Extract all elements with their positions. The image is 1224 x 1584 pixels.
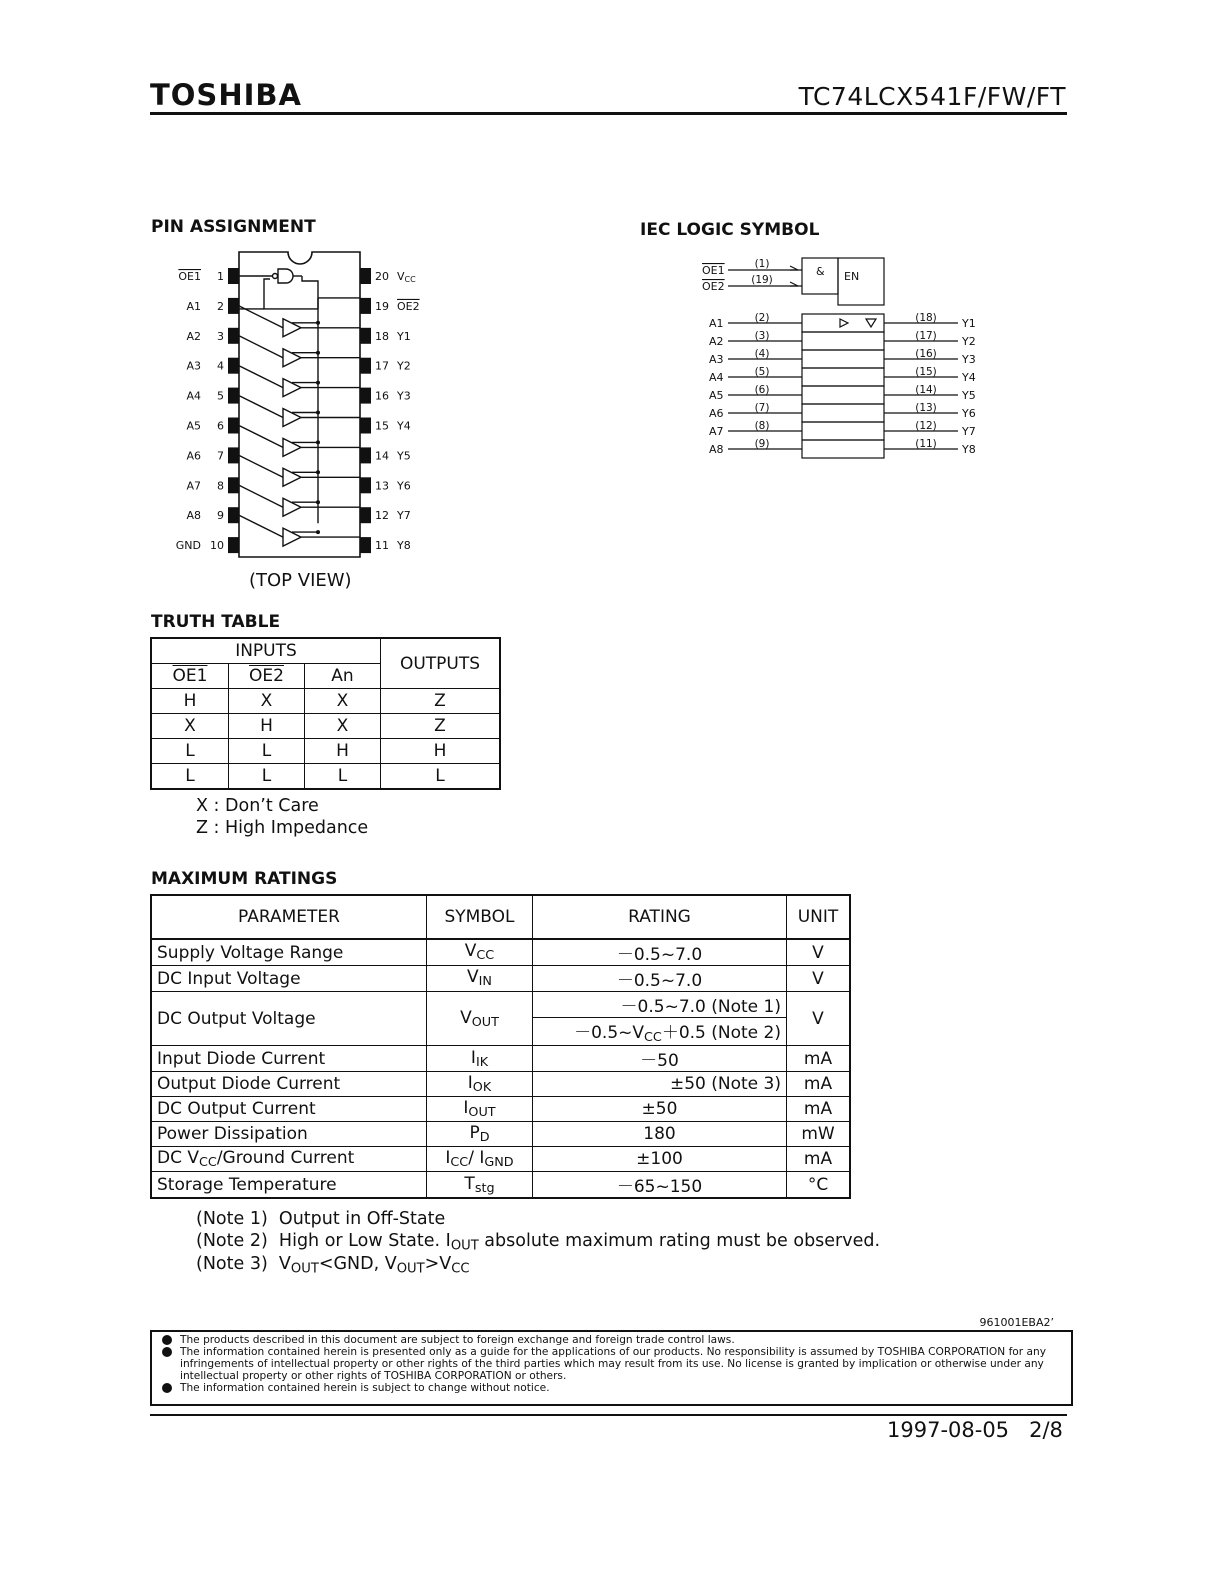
enable-name: OE1 bbox=[702, 264, 725, 277]
pin-number: 17 bbox=[375, 359, 389, 373]
table-row: Power Dissipation $P_D$ 180 mW bbox=[151, 1122, 850, 1147]
input-wire bbox=[239, 485, 283, 507]
table-row: X H X Z bbox=[151, 714, 500, 739]
pin-number: 18 bbox=[375, 329, 389, 343]
input-name: A8 bbox=[709, 443, 724, 456]
pin-number: 16 bbox=[375, 389, 389, 403]
note-2: (Note 2) High or Low State. $I_{OUT}$ absolute maximum rating must be observed. bbox=[196, 1231, 881, 1254]
pin-pad-right bbox=[360, 298, 371, 314]
table-row: DC Output Current $I_{OUT}$ ±50 mA bbox=[151, 1097, 850, 1122]
enable-pin-number: (19) bbox=[751, 274, 773, 286]
input-name: A4 bbox=[709, 371, 724, 384]
buffer-triangle bbox=[283, 438, 301, 456]
input-pin-number: (8) bbox=[754, 420, 770, 432]
legend-dont-care: X : Don’t Care bbox=[196, 796, 319, 816]
input-name: A6 bbox=[709, 407, 724, 420]
pin-number: 15 bbox=[375, 419, 389, 433]
top-view-label: (TOP VIEW) bbox=[249, 570, 352, 591]
pin-name: A7 bbox=[186, 479, 201, 493]
output-pin-number: (14) bbox=[915, 384, 937, 396]
bullet-icon bbox=[162, 1383, 172, 1393]
output-pin-number: (13) bbox=[915, 402, 937, 414]
note-3: (Note 3) $V_{OUT}<GND$, $V_{OUT}>V_{CC}$ bbox=[196, 1254, 470, 1277]
legend-high-impedance: Z : High Impedance bbox=[196, 818, 369, 838]
col-oe1: OE1 bbox=[151, 664, 229, 689]
pin-number: 1 bbox=[217, 270, 224, 283]
pin-name: GND bbox=[175, 539, 201, 553]
table-row: Supply Voltage Range $V_{CC}$ －0.5~7.0 V bbox=[151, 939, 850, 966]
pin-number: 4 bbox=[217, 359, 224, 373]
pin-name: Y4 bbox=[397, 419, 411, 433]
junction-dot bbox=[316, 351, 320, 355]
junction-dot bbox=[316, 470, 320, 474]
pin-name: Y6 bbox=[397, 479, 411, 493]
pin-assignment-diagram bbox=[160, 245, 460, 575]
wire bbox=[264, 279, 318, 309]
pin-name: A8 bbox=[186, 509, 201, 523]
input-name: A2 bbox=[709, 335, 724, 348]
buffer-triangle bbox=[283, 319, 301, 337]
pin-pad-right bbox=[360, 477, 371, 493]
junction-dot bbox=[316, 411, 320, 415]
pin-number: 9 bbox=[217, 509, 224, 523]
pin-number: 19 bbox=[375, 299, 389, 313]
pin-name: Y5 bbox=[397, 449, 411, 463]
buffer-triangle bbox=[283, 379, 301, 397]
negation-symbol bbox=[790, 266, 798, 270]
table-row: DC $V_{CC}$/Ground Current $I_{CC}/$ $I_{GND}$ ±100 mA bbox=[151, 1147, 850, 1172]
pin-pad-left bbox=[228, 447, 239, 463]
pin-name: A3 bbox=[186, 359, 201, 373]
pin-pad-left bbox=[228, 477, 239, 493]
pin-name: A2 bbox=[186, 329, 201, 343]
pin-pad-right bbox=[360, 268, 371, 284]
output-name: Y3 bbox=[962, 353, 976, 366]
pin-pad-right bbox=[360, 447, 371, 463]
three-state-symbol bbox=[866, 319, 876, 327]
enable-name: OE2 bbox=[702, 280, 725, 293]
pin-name: OE2 bbox=[397, 299, 420, 313]
enable-pin-number: (1) bbox=[754, 258, 770, 270]
pin-pad-right bbox=[360, 358, 371, 374]
output-pin-number: (15) bbox=[915, 366, 937, 378]
output-pin-number: (17) bbox=[915, 330, 937, 342]
table-row: DC Output Voltage $V_{OUT}$ －0.5~7.0 (Note 1) V bbox=[151, 992, 850, 1018]
pin-number: 20 bbox=[375, 270, 389, 283]
input-pin-number: (9) bbox=[754, 438, 770, 450]
buffer-triangle bbox=[283, 468, 301, 486]
table-row: $-0.5\sim V_{CC}+0.5$ (Note 2) bbox=[151, 1018, 850, 1046]
header-unit: UNIT bbox=[787, 895, 851, 939]
buffer-triangle bbox=[283, 498, 301, 516]
pin-name: Y2 bbox=[397, 359, 411, 373]
pin-name: A4 bbox=[186, 389, 201, 403]
input-pin-number: (4) bbox=[754, 348, 770, 360]
pin-name: A5 bbox=[186, 419, 201, 433]
table-row: H X X Z bbox=[151, 689, 500, 714]
bullet-icon bbox=[162, 1347, 172, 1357]
en-label: EN bbox=[844, 270, 860, 283]
header-rating: RATING bbox=[533, 895, 787, 939]
output-name: Y1 bbox=[962, 317, 976, 330]
output-cell bbox=[802, 386, 884, 404]
output-name: Y4 bbox=[962, 371, 976, 384]
pin-pad-right bbox=[360, 388, 371, 404]
output-name: Y7 bbox=[962, 425, 976, 438]
pin-pad-right bbox=[360, 537, 371, 553]
pin-pad-left bbox=[228, 328, 239, 344]
iec-logic-symbol bbox=[690, 250, 1000, 465]
junction-dot bbox=[316, 321, 320, 325]
pin-name: A1 bbox=[186, 299, 201, 313]
enable-bus bbox=[302, 276, 318, 523]
and-label: & bbox=[816, 265, 825, 278]
buffer-triangle bbox=[283, 349, 301, 367]
buffer-triangle bbox=[283, 409, 301, 427]
pin-name: Y1 bbox=[397, 329, 411, 343]
table-row: Input Diode Current $I_{IK}$ －50 mA bbox=[151, 1046, 850, 1072]
pin-number: 5 bbox=[217, 389, 224, 403]
header-symbol: SYMBOL bbox=[427, 895, 533, 939]
output-pin-number: (16) bbox=[915, 348, 937, 360]
max-ratings-title: MAXIMUM RATINGS bbox=[151, 869, 338, 889]
pin-pad-left bbox=[228, 298, 239, 314]
pin-pad-left bbox=[228, 268, 239, 284]
pin-assignment-title: PIN ASSIGNMENT bbox=[151, 217, 316, 237]
pin-diagram-group bbox=[176, 252, 420, 557]
pin-pad-left bbox=[228, 537, 239, 553]
pin-pad-left bbox=[228, 507, 239, 523]
output-pin-number: (11) bbox=[915, 438, 937, 450]
disclaimer-item: The information contained herein is presented only as a guide for the applications of our products. No responsibility is assumed by TOSHIBA CORPORATION for any infringements of intellectual property or other rights of the third parties which may result from its use. No license is granted by implication or otherwise under any intellectual property or other rights of TOSHIBA CORPORATION or others. bbox=[162, 1346, 1071, 1382]
input-wire bbox=[239, 396, 283, 418]
junction-dot bbox=[316, 440, 320, 444]
pin-number: 14 bbox=[375, 449, 389, 463]
disclaimer-item: The information contained herein is subject to change without notice. bbox=[162, 1382, 1071, 1394]
negation-symbol bbox=[790, 282, 798, 286]
pin-number: 13 bbox=[375, 479, 389, 493]
pin-number: 11 bbox=[375, 539, 389, 553]
output-name: Y2 bbox=[962, 335, 976, 348]
iec-diagram-group bbox=[702, 258, 976, 458]
footer-rule bbox=[150, 1414, 1067, 1416]
pin-pad-right bbox=[360, 328, 371, 344]
pin-number: 2 bbox=[217, 299, 224, 313]
pin-pad-right bbox=[360, 507, 371, 523]
disclaimer-item: The products described in this document are subject to foreign exchange and foreign trade control laws. bbox=[162, 1334, 1071, 1346]
output-pin-number: (12) bbox=[915, 420, 937, 432]
disclaimer-box bbox=[150, 1330, 1073, 1406]
junction-dot bbox=[316, 381, 320, 385]
pin-number: 8 bbox=[217, 479, 224, 493]
output-pin-number: (18) bbox=[915, 312, 937, 324]
output-cell bbox=[802, 440, 884, 458]
output-cell bbox=[802, 314, 884, 332]
pin-number: 7 bbox=[217, 449, 224, 463]
pin-pad-right bbox=[360, 418, 371, 434]
pin-name: OE1 bbox=[178, 270, 201, 283]
brand-logo: TOSHIBA bbox=[150, 78, 302, 112]
max-ratings-table bbox=[150, 894, 851, 1199]
pin-number: 6 bbox=[217, 419, 224, 433]
footer-date-page: 1997-08-05 2/8 bbox=[887, 1418, 1063, 1442]
output-cell bbox=[802, 332, 884, 350]
header-rule bbox=[150, 112, 1067, 115]
input-pin-number: (6) bbox=[754, 384, 770, 396]
truth-table-title: TRUTH TABLE bbox=[151, 612, 281, 632]
header-parameter: PARAMETER bbox=[151, 895, 427, 939]
input-name: A7 bbox=[709, 425, 724, 438]
col-oe2: OE2 bbox=[229, 664, 305, 689]
table-row: DC Input Voltage $V_{IN}$ －0.5~7.0 V bbox=[151, 966, 850, 992]
junction-dot bbox=[316, 500, 320, 504]
junction-dot bbox=[316, 530, 320, 534]
note-1: (Note 1) Output in Off-State bbox=[196, 1209, 446, 1229]
iec-symbol-title: IEC LOGIC SYMBOL bbox=[640, 220, 820, 240]
pin-number: 10 bbox=[210, 539, 224, 553]
table-row: Storage Temperature $T_{stg}$ －65~150 °C bbox=[151, 1172, 850, 1199]
bullet-icon bbox=[162, 1335, 172, 1345]
input-wire bbox=[239, 336, 283, 358]
input-name: A5 bbox=[709, 389, 724, 402]
document-id: 961001EBA2’ bbox=[979, 1316, 1054, 1329]
output-cell bbox=[802, 368, 884, 386]
pin-pad-left bbox=[228, 388, 239, 404]
pin-number: 12 bbox=[375, 509, 389, 523]
pin-name: Y3 bbox=[397, 389, 411, 403]
pin-name: Y8 bbox=[397, 539, 411, 553]
col-an: An bbox=[305, 664, 381, 689]
table-row: L L H H bbox=[151, 739, 500, 764]
pin-name: Y7 bbox=[397, 509, 411, 523]
part-number: TC74LCX541F/FW/FT bbox=[798, 82, 1066, 111]
input-pin-number: (5) bbox=[754, 366, 770, 378]
outputs-header: OUTPUTS bbox=[381, 638, 501, 689]
table-row: Output Diode Current $I_{OK}$ ±50 (Note 3) mA bbox=[151, 1072, 850, 1097]
enable-gate bbox=[278, 269, 293, 283]
input-name: A1 bbox=[709, 317, 724, 330]
truth-table bbox=[150, 637, 501, 790]
input-wire bbox=[239, 366, 283, 388]
output-name: Y8 bbox=[962, 443, 976, 456]
table-row: L L L L bbox=[151, 764, 500, 790]
pin-name: A6 bbox=[186, 449, 201, 463]
output-name: Y6 bbox=[962, 407, 976, 420]
pin-pad-left bbox=[228, 418, 239, 434]
input-name: A3 bbox=[709, 353, 724, 366]
pin-name: VCC bbox=[397, 270, 416, 284]
input-pin-number: (3) bbox=[754, 330, 770, 342]
buffer-triangle bbox=[283, 528, 301, 546]
buffer-symbol bbox=[840, 319, 848, 327]
output-cell bbox=[802, 422, 884, 440]
pin-pad-left bbox=[228, 358, 239, 374]
output-cell bbox=[802, 350, 884, 368]
input-wire bbox=[239, 515, 283, 537]
output-name: Y5 bbox=[962, 389, 976, 402]
inversion-bubble bbox=[273, 274, 278, 279]
input-pin-number: (2) bbox=[754, 312, 770, 324]
inputs-header: INPUTS bbox=[151, 638, 381, 664]
output-cell bbox=[802, 404, 884, 422]
input-wire bbox=[239, 426, 283, 448]
pin-number: 3 bbox=[217, 329, 224, 343]
input-wire bbox=[239, 455, 283, 477]
input-pin-number: (7) bbox=[754, 402, 770, 414]
